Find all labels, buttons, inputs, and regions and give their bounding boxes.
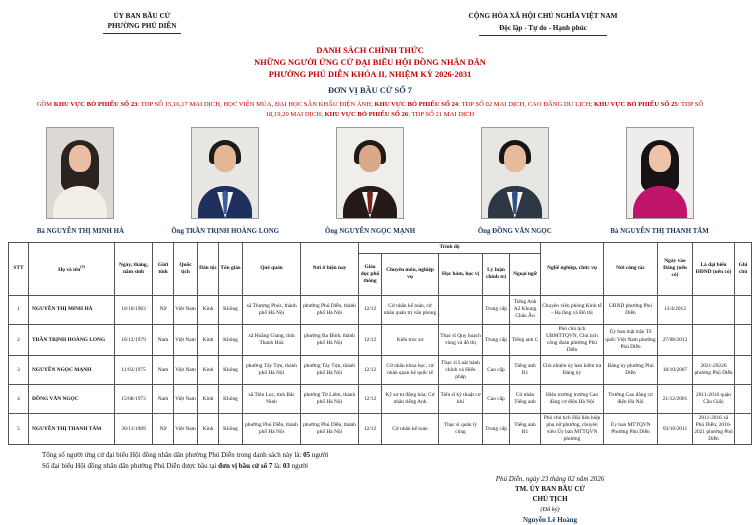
area-text: : TDP SỐ 18,19,20 MAI DỊCH; xyxy=(265,101,704,119)
authority-underline xyxy=(103,33,181,34)
table-cell: 13/4/2012 xyxy=(658,295,693,324)
col-dob: Ngày, tháng, năm sinh xyxy=(115,242,153,295)
col-notes: Ghi chú xyxy=(735,242,752,295)
title-line1: DANH SÁCH CHÍNH THỨC xyxy=(316,46,424,56)
table-cell: 2021-20226 phường Phú Diễn xyxy=(693,356,735,385)
table-cell: 4 xyxy=(9,385,29,414)
table-cell: Kinh xyxy=(198,414,219,445)
title-line2: NHỮNG NGƯỜI ỨNG CỬ ĐẠI BIỂU HỘI ĐỒNG NHÂN DÂN xyxy=(254,58,486,68)
summary-line1-suffix: người xyxy=(310,451,329,460)
person-head xyxy=(359,145,381,172)
table-cell: 30/11/1989 xyxy=(115,414,153,445)
table-cell: Nam xyxy=(153,324,174,355)
candidate-name-caption: Ông TRẦN TRỊNH HOÀNG LONG xyxy=(171,227,280,235)
national-header xyxy=(8,12,732,36)
candidate-portrait-photo xyxy=(626,127,694,219)
candidate-card xyxy=(442,127,587,235)
table-cell: xã Thượng Phúc, thành phố Hà Nội xyxy=(243,295,301,324)
col-group-education: Trình độ xyxy=(359,242,541,253)
table-cell: Không xyxy=(219,385,243,414)
table-cell: Nam xyxy=(153,385,174,414)
table-cell: Ủy ban mặt trận Tổ quốc Việt Nam phường Phú Diễn xyxy=(604,324,658,355)
table-cell: 11/03/1975 xyxy=(115,356,153,385)
col-edu-general: Giáo dục phổ thông xyxy=(359,253,382,295)
table-cell: phường Ba Đình, thành phố Hà Nội xyxy=(301,324,359,355)
area-text: : TDP SỐ 21 MAI DỊCH xyxy=(408,111,475,119)
signature-place-date: Phú Diễn, ngày 23 tháng 02 năm 2026 xyxy=(495,475,605,484)
table-cell: Tiến sĩ kỹ thuật cơ khí xyxy=(439,385,483,414)
candidate-portrait-photo xyxy=(481,127,549,219)
candidate-card xyxy=(298,127,443,235)
col-hometown: Quê quán xyxy=(243,242,301,295)
table-cell: phường Phú Diễn, thành phố Hà Nội xyxy=(243,414,301,445)
table-cell: ĐỒNG VĂN NGỌC xyxy=(29,385,115,414)
authority-line2: PHƯỜNG PHÚ DIỄN xyxy=(107,21,177,30)
table-cell: Phó chủ tịch UBMTTQVN, Chủ tịch công đoàn phường Phú Diễn xyxy=(541,324,604,355)
col-workplace: Nơi công tác xyxy=(604,242,658,295)
national-motto xyxy=(354,12,732,36)
table-cell xyxy=(735,385,752,414)
candidate-name-caption: Bà NGUYỄN THỊ MINH HÀ xyxy=(36,227,124,235)
col-gender: Giới tính xyxy=(153,242,174,295)
table-cell: Trường Cao đẳng cơ điện Hà Nội xyxy=(604,385,658,414)
document-title xyxy=(8,45,732,81)
table-cell: Không xyxy=(219,324,243,355)
table-cell: xã Hoằng Giang, tỉnh Thanh Hóa xyxy=(243,324,301,355)
table-cell: 18/10/2007 xyxy=(658,356,693,385)
candidate-card xyxy=(153,127,298,235)
signer-name: Nguyễn Lê Hoàng xyxy=(522,515,578,524)
table-cell: 03/10/2011 xyxy=(658,414,693,445)
col-edu-professional: Chuyên môn, nghiệp vụ xyxy=(382,253,439,295)
summary-block xyxy=(42,450,732,471)
table-cell: Không xyxy=(219,356,243,385)
col-language: Ngoại ngữ xyxy=(510,253,541,295)
col-religion: Tôn giáo xyxy=(219,242,243,295)
table-cell: 12/12 xyxy=(359,356,382,385)
polling-areas-description xyxy=(8,100,732,120)
table-cell: 12/12 xyxy=(359,414,382,445)
candidates-table-body xyxy=(9,295,752,444)
candidate-portrait-photo xyxy=(46,127,114,219)
person-torso xyxy=(633,186,687,218)
table-header xyxy=(9,242,752,295)
table-cell: Phó chủ tịch Hội liên hiệp phụ nữ phường, chuyên viên Ủy ban MTTQVN phường xyxy=(541,414,604,445)
summary-line2-suffix: người xyxy=(289,461,309,470)
title-line3: PHƯỜNG PHÚ DIỄN KHÓA II, NHIỆM KỲ 2026-2031 xyxy=(268,70,472,80)
table-cell xyxy=(735,414,752,445)
candidate-name-caption: Ông NGUYỄN NGỌC MẠNH xyxy=(324,227,416,235)
table-cell: Việt Nam xyxy=(174,356,198,385)
table-row xyxy=(9,414,752,445)
table-row xyxy=(9,385,752,414)
summary-line1-text: Tổng số người ứng cử đại biểu Hội đồng nhân dân phường Phú Diễn trong danh sách này là: xyxy=(42,451,304,460)
table-cell: Cử nhân Tiếng anh xyxy=(510,385,541,414)
table-cell: Hiệu trưởng trường Cao đẳng cơ điện Hà Nội xyxy=(541,385,604,414)
person-torso xyxy=(53,186,107,218)
table-cell: TRẦN TRỊNH HOÀNG LONG xyxy=(29,324,115,355)
table-cell: Cao cấp xyxy=(483,385,510,414)
polling-area-24: KHU VỰC BỎ PHIẾU SỐ 24 xyxy=(374,101,459,109)
summary-line2-mid: là: xyxy=(272,461,283,470)
table-cell: phường Tây Tựu, thành phố Hà Nội xyxy=(243,356,301,385)
table-cell: Việt Nam xyxy=(174,295,198,324)
table-cell: UBND phường Phú Diễn xyxy=(604,295,658,324)
table-cell: Việt Nam xyxy=(174,324,198,355)
table-cell: Kỹ sư tự động hóa; Cử nhân tiếng Anh xyxy=(382,385,439,414)
polling-area-23: KHU VỰC BỎ PHIẾU SỐ 23 xyxy=(53,101,138,109)
table-cell: Ủy ban MTTQVN Phường Phú Diễn xyxy=(604,414,658,445)
table-cell: 15/08/1973 xyxy=(115,385,153,414)
table-cell: Việt Nam xyxy=(174,414,198,445)
polling-area-26: KHU VỰC BỎ PHIẾU SỐ 26 xyxy=(324,111,409,119)
candidate-card xyxy=(8,127,153,235)
table-cell: phường Tây Tựu, thành phố Hà Nội xyxy=(301,356,359,385)
table-cell: Tiếng anh B1 xyxy=(510,414,541,445)
table-cell: Chuyên viên phòng Kinh tế - Hạ tầng và Đô thị xyxy=(541,295,604,324)
col-name-footnote: (5) xyxy=(80,264,85,270)
person-head xyxy=(69,145,91,172)
summary-line2-text: Số đại biểu Hội đồng nhân dân phường Phú Diễn được bầu tại xyxy=(42,461,219,470)
table-cell: 12/12 xyxy=(359,385,382,414)
area-text: GỒM xyxy=(36,101,54,109)
table-cell: NGUYỄN THỊ MINH HÀ xyxy=(29,295,115,324)
issuing-authority xyxy=(8,12,276,36)
country-name: CỘNG HÒA XÃ HỘI CHỦ NGHĨA VIỆT NAM xyxy=(468,12,618,20)
table-cell: phường Từ Liêm, thành phố Hà Nội xyxy=(301,385,359,414)
col-nationality: Quốc tịch xyxy=(174,242,198,295)
table-cell: 2011-2016 quận Cầu Giấy xyxy=(693,385,735,414)
candidates-table xyxy=(8,242,752,445)
motto-line: Độc lập - Tự do - Hạnh phúc xyxy=(499,23,587,32)
candidate-photos-row xyxy=(8,127,732,235)
col-academic: Học hàm, học vị xyxy=(439,253,483,295)
signature-on-behalf: TM. ỦY BAN BẦU CỬ xyxy=(514,485,586,494)
candidate-count: 05 xyxy=(303,451,311,460)
area-text: : TDP SỐ 02 MAI DỊCH, CAO ĐẲNG DU LỊCH; xyxy=(458,101,594,109)
col-residence: Nơi ở hiện nay xyxy=(301,242,359,295)
elected-count: 03 xyxy=(282,461,290,470)
table-cell xyxy=(693,295,735,324)
signature-block xyxy=(420,474,680,525)
col-party-date: Ngày vào Đảng (nếu có) xyxy=(658,242,693,295)
table-cell: Kiến trúc sư xyxy=(382,324,439,355)
summary-line2 xyxy=(42,461,732,472)
polling-area-25: KHU VỰC BỎ PHIẾU SỐ 25 xyxy=(593,101,678,109)
table-cell: Kinh xyxy=(198,356,219,385)
table-cell xyxy=(735,356,752,385)
unit-number-bold: đơn vị bầu cử số 7 xyxy=(218,461,273,470)
table-cell: Kinh xyxy=(198,385,219,414)
table-cell: Trung cấp xyxy=(483,324,510,355)
col-stt: STT xyxy=(9,242,29,295)
table-cell: 12/12 xyxy=(359,324,382,355)
table-cell: Nữ xyxy=(153,295,174,324)
motto-underline xyxy=(479,35,607,36)
table-row xyxy=(9,356,752,385)
table-cell: Thạc sĩ Luật hành chính và Hiến pháp xyxy=(439,356,483,385)
table-cell xyxy=(439,295,483,324)
table-cell: 16/12/1979 xyxy=(115,324,153,355)
col-political: Lý luận chính trị xyxy=(483,253,510,295)
table-cell: Chủ nhiệm ủy ban kiểm tra Đảng ủy xyxy=(541,356,604,385)
table-cell: Trung cấp xyxy=(483,295,510,324)
table-cell: Tiếng anh B1 xyxy=(510,356,541,385)
col-name xyxy=(29,242,115,295)
col-occupation: Nghề nghiệp, chức vụ xyxy=(541,242,604,295)
person-head xyxy=(214,145,236,172)
table-cell: 27/08/2013 xyxy=(658,324,693,355)
table-cell xyxy=(735,295,752,324)
col-ethnicity: Dân tộc xyxy=(198,242,219,295)
authority-line1: ỦY BAN BẦU CỬ xyxy=(113,12,171,20)
table-cell: 21/12/2001 xyxy=(658,385,693,414)
table-row xyxy=(9,295,752,324)
table-cell: Kinh xyxy=(198,324,219,355)
table-cell: Không xyxy=(219,414,243,445)
table-cell: Không xyxy=(219,295,243,324)
table-cell: 10/10/1983 xyxy=(115,295,153,324)
candidate-card xyxy=(587,127,732,235)
table-cell: 2011-2016 xã Phú Diễn; 2016-2021 phường Phú Diễn xyxy=(693,414,735,445)
table-row xyxy=(9,324,752,355)
table-cell: Tiếng anh C xyxy=(510,324,541,355)
table-cell: Thạc sĩ Quy hoạch vùng và đô thị xyxy=(439,324,483,355)
table-cell: phường Phú Diễn, thành phố Hà Nội xyxy=(301,295,359,324)
table-cell: Thạc sĩ quản lý công xyxy=(439,414,483,445)
candidate-portrait-photo xyxy=(191,127,259,219)
table-cell: 5 xyxy=(9,414,29,445)
candidate-name-caption: Bà NGUYỄN THỊ THANH TÂM xyxy=(610,227,709,235)
table-cell: Trung cấp xyxy=(483,414,510,445)
candidate-name-caption: Ông ĐỒNG VĂN NGỌC xyxy=(477,227,552,235)
table-cell: Đảng ủy phường Phú Diễn xyxy=(604,356,658,385)
table-cell xyxy=(693,324,735,355)
candidate-portrait-photo xyxy=(336,127,404,219)
signature-role: CHỦ TỊCH xyxy=(532,495,568,504)
col-council-member: Là đại biểu HĐND (nếu có) xyxy=(693,242,735,295)
table-cell: xã Tiên Lục, tỉnh Bắc Ninh xyxy=(243,385,301,414)
table-cell: 2 xyxy=(9,324,29,355)
table-cell xyxy=(735,324,752,355)
table-cell: Cử nhân kế toán, cử nhân quản trị văn phòng xyxy=(382,295,439,324)
signed-note: (Đã ký) xyxy=(540,505,560,513)
col-name-label: Họ và tên xyxy=(58,266,81,273)
area-text: : TDP SỐ 15,16,17 MAI DỊCH, HỌC VIỆN MÚA, ĐẠI HỌC SÂN KHẤU ĐIỆN ẢNH; xyxy=(137,101,375,109)
table-cell: 3 xyxy=(9,356,29,385)
table-cell: Kinh xyxy=(198,295,219,324)
table-cell: Việt Nam xyxy=(174,385,198,414)
table-cell: Cử nhân khoa học, cử nhân quan hệ quốc tế xyxy=(382,356,439,385)
table-cell: 1 xyxy=(9,295,29,324)
summary-line1 xyxy=(42,450,732,461)
table-cell: Cử nhân kế toán xyxy=(382,414,439,445)
table-cell: phường Phú Diễn, thành phố Hà Nội xyxy=(301,414,359,445)
table-cell: Tiếng Anh A2 Khung Châu Âu xyxy=(510,295,541,324)
table-cell: Nữ xyxy=(153,414,174,445)
person-head xyxy=(649,145,671,172)
table-cell: NGUYỄN NGỌC MẠNH xyxy=(29,356,115,385)
table-cell: 12/12 xyxy=(359,295,382,324)
table-group-header-row xyxy=(9,242,752,253)
table-cell: NGUYỄN THỊ THANH TÂM xyxy=(29,414,115,445)
election-unit-title: ĐƠN VỊ BẦU CỬ SỐ 7 xyxy=(328,86,412,96)
table-cell: Cao cấp xyxy=(483,356,510,385)
person-head xyxy=(504,145,526,172)
table-cell: Nam xyxy=(153,356,174,385)
